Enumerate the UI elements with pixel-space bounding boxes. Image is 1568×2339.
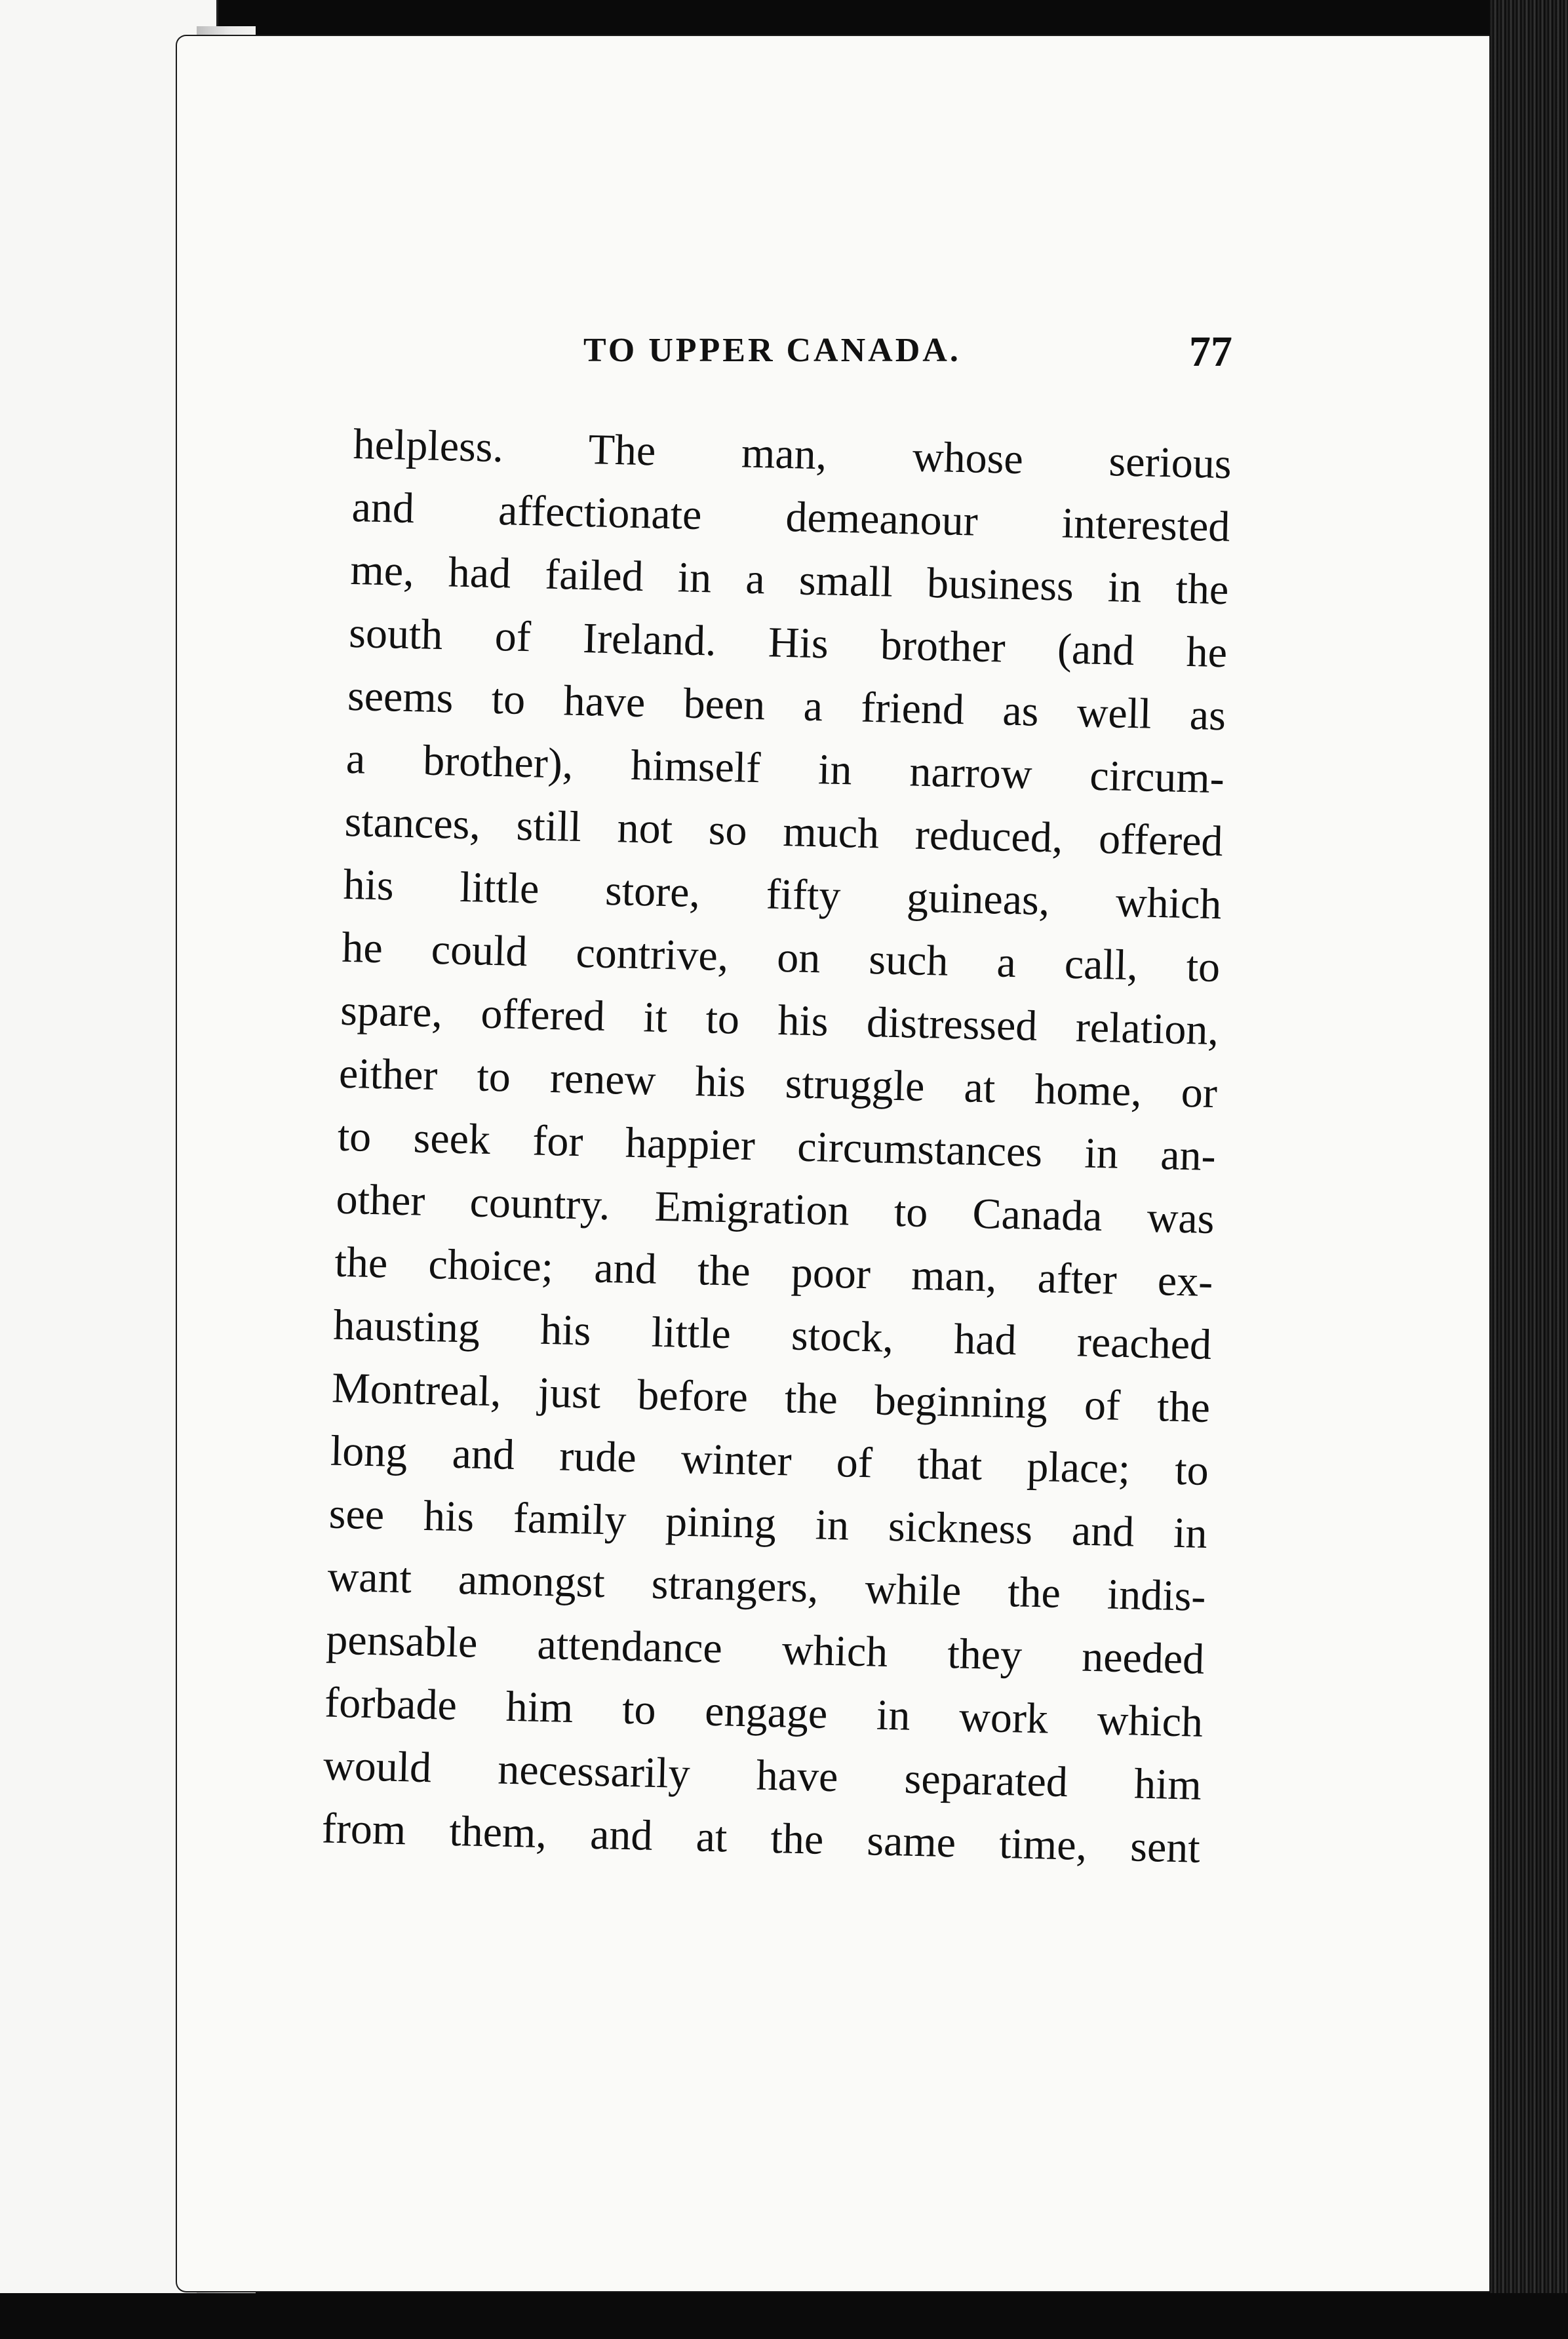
text-line: his little store, fifty guineas, which: [342, 860, 1223, 929]
text-line: forbade him to engage in work which: [324, 1678, 1204, 1746]
text-line: spare, offered it to his distressed relation,: [340, 986, 1219, 1055]
text-line: pensable attendance which they needed: [325, 1615, 1205, 1683]
text-line: me, had failed in a small business in the: [349, 545, 1230, 614]
text-line: would necessarily have separated him: [323, 1741, 1202, 1809]
text-line: stances, still not so much reduced, offered: [344, 797, 1224, 866]
text-line: to seek for happier circumstances in an-: [337, 1112, 1217, 1181]
text-line: south of Ireland. His brother (and he: [348, 608, 1228, 677]
text-line: from them, and at the same time, sent: [321, 1804, 1201, 1872]
text-line: see his family pining in sickness and in: [328, 1489, 1208, 1558]
text-line: a brother), himself in narrow circum-: [345, 734, 1225, 803]
page-number: 77: [1189, 328, 1232, 376]
text-line: want amongst strangers, while the indis-: [326, 1552, 1207, 1621]
page-bottom-edge: [0, 2293, 1568, 2339]
text-line: and affectionate demeanour interested: [351, 482, 1231, 551]
text-line: helpless. The man, whose serious: [353, 420, 1232, 488]
text-line: the choice; and the poor man, after ex-: [334, 1238, 1214, 1307]
text-line: other country. Emigration to Canada was: [335, 1175, 1215, 1244]
text-line: long and rude winter of that place; to: [330, 1426, 1209, 1495]
page-fore-edge: [1489, 0, 1568, 2339]
running-title: TO UPPER CANADA.: [583, 332, 961, 369]
text-line: Montreal, just before the beginning of the: [331, 1364, 1211, 1432]
text-line: seems to have been a friend as well as: [347, 671, 1226, 740]
running-header: [577, 328, 1232, 383]
body-text: [321, 413, 1232, 1880]
text-line: he could contrive, on such a call, to: [341, 923, 1221, 992]
text-line: hausting his little stock, had reached: [332, 1301, 1212, 1369]
text-line: either to renew his struggle at home, or: [338, 1049, 1218, 1118]
